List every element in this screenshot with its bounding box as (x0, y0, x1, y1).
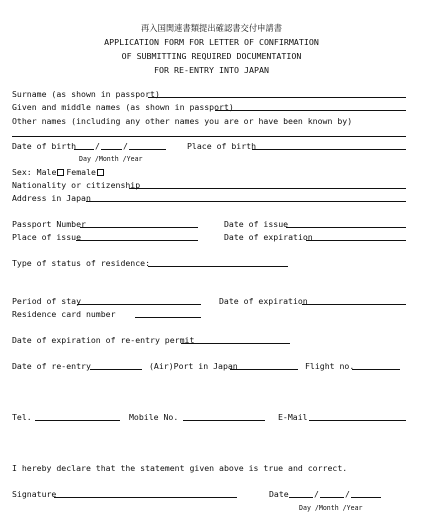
female-label: Female (66, 167, 96, 177)
place-of-issue-label: Place of issue (12, 232, 82, 242)
date-separator: / (345, 489, 350, 499)
date-year-field[interactable] (351, 497, 381, 498)
period-of-stay-field[interactable] (77, 304, 201, 305)
male-checkbox[interactable] (57, 169, 64, 176)
place-of-birth-label: Place of birth (187, 141, 257, 151)
dob-separator: / (95, 141, 100, 151)
dob-format-hint: Day /Month /Year (79, 155, 143, 163)
dob-separator: / (123, 141, 128, 151)
date-of-expiration-2-field[interactable] (302, 304, 406, 305)
reentry-permit-field[interactable] (181, 343, 290, 344)
flight-no-field[interactable] (352, 369, 400, 370)
residence-card-field[interactable] (135, 317, 201, 318)
declaration-text: I hereby declare that the statement given above is true and correct. (12, 463, 348, 473)
nationality-field[interactable] (129, 188, 406, 189)
mobile-field[interactable] (183, 420, 265, 421)
given-names-label: Given and middle names (as shown in passport) (12, 102, 234, 112)
dob-month-field[interactable] (101, 149, 122, 150)
dob-year-field[interactable] (129, 149, 166, 150)
signature-label: Signature (12, 489, 57, 499)
period-of-stay-label: Period of stay (12, 296, 82, 306)
airport-field[interactable] (230, 369, 298, 370)
given-names-field[interactable] (215, 110, 406, 111)
address-field[interactable] (86, 201, 406, 202)
passport-number-field[interactable] (80, 227, 198, 228)
sex-label: Sex: (12, 167, 32, 177)
signature-field[interactable] (54, 497, 237, 498)
surname-label: Surname (as shown in passport) (12, 89, 160, 99)
residence-status-field[interactable] (148, 266, 288, 267)
email-label: E-Mail (278, 412, 308, 422)
form-title-line-2: OF SUBMITTING REQUIRED DOCUMENTATION (121, 51, 302, 61)
tel-label: Tel. (12, 412, 32, 422)
mobile-label: Mobile No. (129, 412, 179, 422)
other-names-field[interactable] (12, 136, 406, 137)
nationality-label: Nationality or citizenship (12, 180, 141, 190)
flight-no-label: Flight no. (305, 361, 355, 371)
form-title-line-1: APPLICATION FORM FOR LETTER OF CONFIRMATION (104, 37, 319, 47)
reentry-permit-label: Date of expiration of re-entry permit (12, 335, 195, 345)
date-day-field[interactable] (289, 497, 313, 498)
tel-field[interactable] (35, 420, 120, 421)
date-label: Date (269, 489, 289, 499)
email-field[interactable] (309, 420, 406, 421)
date-separator: / (314, 489, 319, 499)
date-of-reentry-field[interactable] (90, 369, 142, 370)
date-of-expiration-2-label: Date of expiration (219, 296, 308, 306)
residence-status-label: Type of status of residence: (12, 258, 151, 268)
form-title-line-3: FOR RE-ENTRY INTO JAPAN (154, 65, 269, 75)
date-of-expiration-label: Date of expiration (224, 232, 313, 242)
dob-day-field[interactable] (74, 149, 94, 150)
residence-card-label: Residence card number (12, 309, 116, 319)
address-label: Address in Japan (12, 193, 91, 203)
surname-field[interactable] (148, 97, 406, 98)
date-of-expiration-field[interactable] (306, 240, 406, 241)
date-of-issue-field[interactable] (286, 227, 406, 228)
date-month-field[interactable] (320, 497, 344, 498)
male-label: Male (36, 167, 57, 177)
place-of-birth-field[interactable] (252, 149, 406, 150)
date-format-hint: Day /Month /Year (299, 504, 363, 512)
date-of-issue-label: Date of issue (224, 219, 289, 229)
dob-label: Date of birth (12, 141, 77, 151)
other-names-label: Other names (including any other names you are or have been known by) (12, 116, 353, 126)
sex-row (12, 167, 106, 177)
female-checkbox[interactable] (97, 169, 104, 176)
airport-label: (Air)Port in Japan (149, 361, 238, 371)
date-of-reentry-label: Date of re-entry (12, 361, 91, 371)
japanese-title: 再入国関連書類提出確認書交付申請書 (140, 23, 283, 33)
passport-number-label: Passport Number (12, 219, 86, 229)
place-of-issue-field[interactable] (76, 240, 198, 241)
